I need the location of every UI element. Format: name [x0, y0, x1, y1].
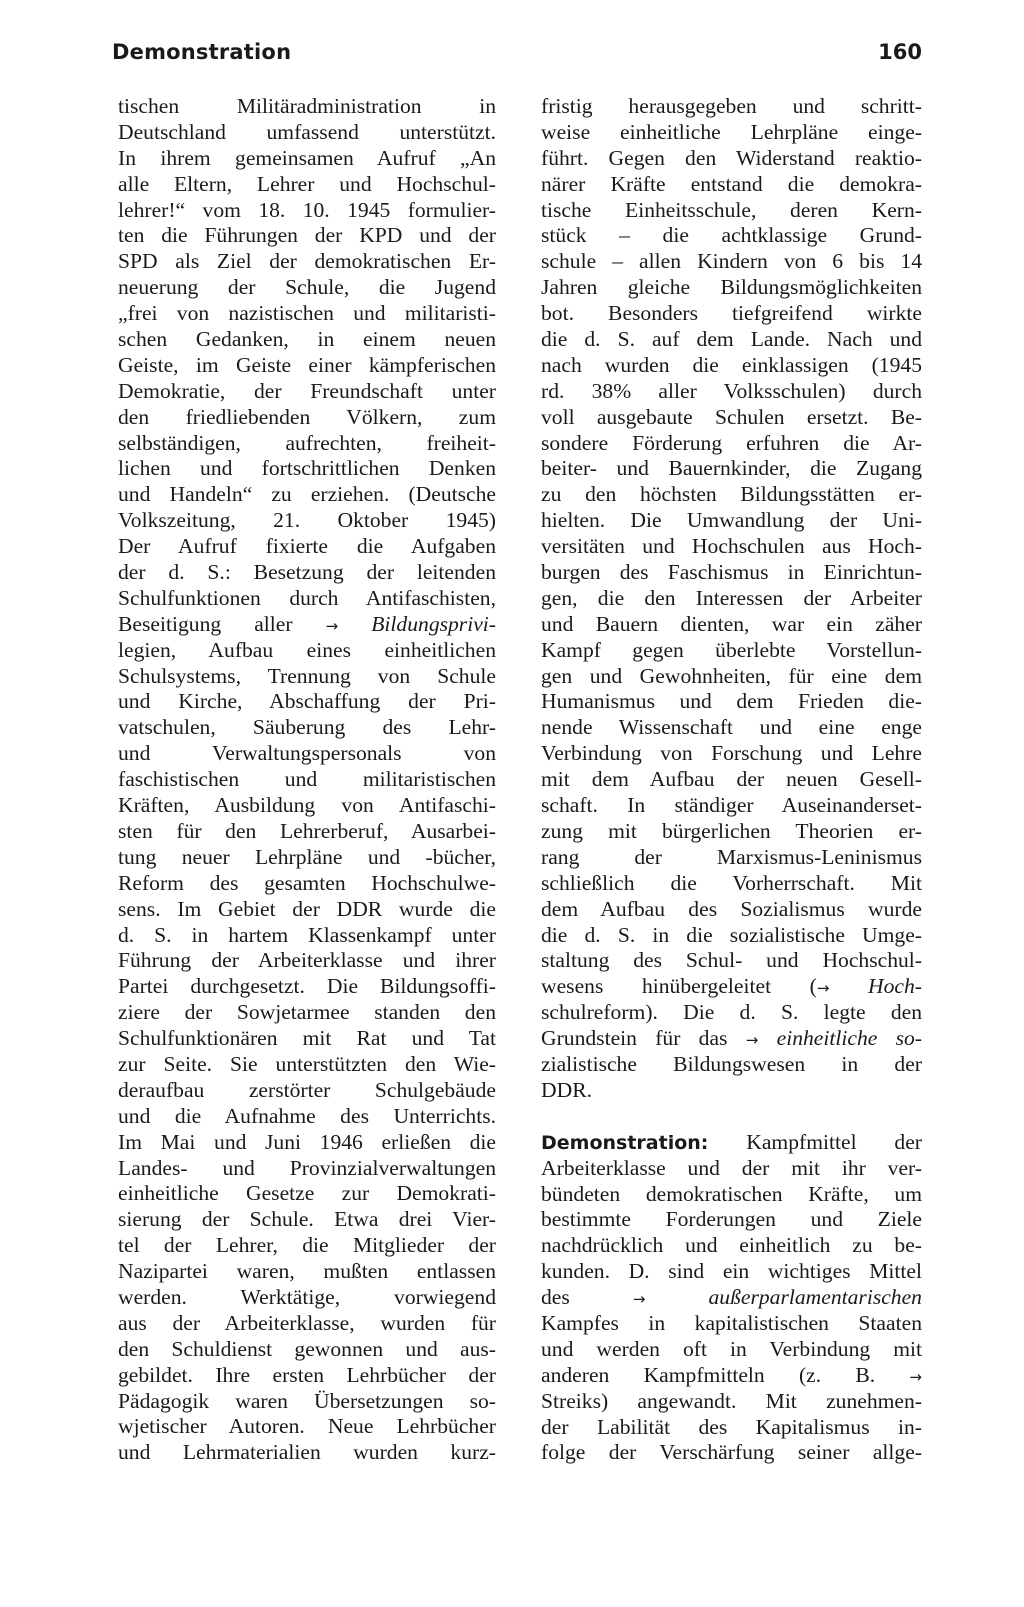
- text-line: In ihrem gemeinsamen Aufruf „An: [118, 145, 496, 170]
- text-line: ziere der Sowjetarmee standen den: [118, 1000, 496, 1025]
- text-line: deraufbau zerstörter Schulgebäude: [118, 1077, 496, 1102]
- text-line: staltung des Schul- und Hochschul-: [541, 948, 922, 973]
- text-line: nachdrücklich und einheitlich zu be-: [541, 1233, 922, 1258]
- text-line: zung mit bürgerlichen Theorien er-: [541, 818, 922, 843]
- text-line-with-reference: [541, 1026, 922, 1052]
- text-line-with-reference: [541, 1363, 922, 1389]
- text-line: faschistischen und militaristischen: [118, 767, 496, 792]
- text-line: lichen und fortschrittlichen Denken: [118, 456, 496, 481]
- text-line: bestimmte Forderungen und Ziele: [541, 1207, 922, 1232]
- text-line: schule – allen Kindern von 6 bis 14: [541, 249, 922, 274]
- cross-reference-link[interactable]: Hoch-: [868, 974, 922, 999]
- text-line: Volkszeitung, 21. Oktober 1945): [118, 508, 496, 533]
- text-line: vatschulen, Säuberung des Lehr-: [118, 715, 496, 740]
- text-line: Kampf gegen überlebte Vorstellun-: [541, 637, 922, 662]
- text-line: Schulfunktionen durch Antifaschisten,: [118, 585, 496, 610]
- text-line: selbständigen, aufrechten, freiheit-: [118, 430, 496, 455]
- text-line: sondere Förderung erfuhren die Ar-: [541, 430, 922, 455]
- text-line: „frei von nazistischen und militaristi-: [118, 301, 496, 326]
- text-line: versitäten und Hochschulen aus Hoch-: [541, 534, 922, 559]
- text-line: DDR.: [541, 1077, 592, 1102]
- text-line: folge der Verschärfung seiner allge-: [541, 1440, 922, 1465]
- text-line: nende Wissenschaft und eine enge: [541, 715, 922, 740]
- text-line: mit dem Aufbau der neuen Gesell-: [541, 767, 922, 792]
- text-line: aus der Arbeiterklasse, wurden für: [118, 1310, 496, 1335]
- text-line: SPD als Ziel der demokratischen Er-: [118, 249, 496, 274]
- text-segment: Kampfmittel der: [746, 1129, 922, 1154]
- text-line: und Handeln“ zu erziehen. (Deutsche: [118, 482, 496, 507]
- text-line: Kampfes in kapitalistischen Staaten: [541, 1310, 922, 1335]
- text-line: Demokratie, der Freundschaft unter: [118, 378, 496, 403]
- cross-reference-link[interactable]: außerparlamentarischen: [708, 1285, 922, 1310]
- text-line: sens. Im Gebiet der DDR wurde die: [118, 896, 496, 921]
- text-line: gebildet. Ihre ersten Lehrbücher der: [118, 1362, 496, 1387]
- text-line: wjetischer Autoren. Neue Lehrbücher: [118, 1414, 496, 1439]
- text-line: werden. Werktätige, vorwiegend: [118, 1284, 496, 1309]
- arrow-right-icon: →: [745, 1031, 759, 1050]
- text-line: zur Seite. Sie unterstützten den Wie-: [118, 1051, 496, 1076]
- text-line: ten die Führungen der KPD und der: [118, 223, 496, 248]
- text-line: närer Kräfte entstand die demokra-: [541, 171, 922, 196]
- text-line: bündeten demokratischen Kräfte, um: [541, 1181, 922, 1206]
- left-column: [118, 94, 496, 1466]
- text-line: gen und Gewohnheiten, für eine dem: [541, 663, 922, 688]
- arrow-right-icon: →: [909, 1367, 922, 1386]
- text-line: rd. 38% aller Volksschulen) durch: [541, 378, 922, 403]
- text-line: der Labilität des Kapitalismus in-: [541, 1414, 922, 1439]
- cross-reference-link[interactable]: einheitliche so-: [776, 1026, 922, 1051]
- text-line: Reform des gesamten Hochschulwe-: [118, 870, 496, 895]
- text-line: der d. S.: Besetzung der leitenden: [118, 560, 496, 585]
- text-line: d. S. in hartem Klassenkampf unter: [118, 922, 496, 947]
- text-line: Deutschland umfassend unterstützt.: [118, 119, 496, 144]
- entry-spacer: [541, 1104, 922, 1130]
- text-segment: Beseitigung aller: [118, 611, 293, 636]
- text-line-with-reference: [541, 974, 922, 1000]
- text-line: und Bauern dienten, war ein zäher: [541, 611, 922, 636]
- page-header: [112, 40, 922, 80]
- text-line: Pädagogik waren Übersetzungen so-: [118, 1388, 496, 1413]
- text-line: den Schuldienst gewonnen und aus-: [118, 1336, 496, 1361]
- text-line: Verbindung von Forschung und Lehre: [541, 741, 922, 766]
- text-line: tischen Militäradministration in: [118, 94, 496, 118]
- arrow-right-icon: →: [816, 979, 830, 998]
- text-line: Geiste, im Geiste einer kämpferischen: [118, 352, 496, 377]
- text-line: gen, die den Interessen der Arbeiter: [541, 585, 922, 610]
- text-segment: wesens hinübergeleitet (: [541, 974, 817, 999]
- arrow-right-icon: →: [632, 1290, 646, 1309]
- text-line: Streiks) angewandt. Mit zunehmen-: [541, 1388, 922, 1413]
- text-line: nach wurden die einklassigen (1945: [541, 352, 922, 377]
- right-column: [541, 94, 922, 1466]
- text-line: tel der Lehrer, die Mitglieder der: [118, 1233, 496, 1258]
- text-line: den friedliebenden Völkern, zum: [118, 404, 496, 429]
- text-line: voll ausgebaute Schulen ersetzt. Be-: [541, 404, 922, 429]
- entry-headword: Demonstration:: [541, 1131, 709, 1154]
- text-line: Jahren gleiche Bildungsmöglichkeiten: [541, 275, 922, 300]
- text-line: Führung der Arbeiterklasse und ihrer: [118, 948, 496, 973]
- text-line: fristig herausgegeben und schritt-: [541, 94, 922, 118]
- text-line: Schulsystems, Trennung von Schule: [118, 663, 496, 688]
- text-line: schen Gedanken, in einem neuen: [118, 327, 496, 352]
- text-line: bot. Besonders tiefgreifend wirkte: [541, 301, 922, 326]
- text-line: Humanismus und dem Frieden die-: [541, 689, 922, 714]
- text-line: führt. Gegen den Widerstand reaktio-: [541, 145, 922, 170]
- text-line: Nazipartei waren, mußten entlassen: [118, 1259, 496, 1284]
- text-line: und Lehrmaterialien wurden kurz-: [118, 1440, 496, 1465]
- text-line: Partei durchgesetzt. Die Bildungsoffi-: [118, 974, 496, 999]
- text-line: Kräften, Ausbildung von Antifaschi-: [118, 793, 496, 818]
- text-line: hielten. Die Umwandlung der Uni-: [541, 508, 922, 533]
- text-line: stück – die achtklassige Grund-: [541, 223, 922, 248]
- text-line: lehrer!“ vom 18. 10. 1945 formulier-: [118, 197, 496, 222]
- text-line: kunden. D. sind ein wichtiges Mittel: [541, 1259, 922, 1284]
- text-line: schaft. In ständiger Auseinanderset-: [541, 793, 922, 818]
- text-line: alle Eltern, Lehrer und Hochschul-: [118, 171, 496, 196]
- text-line: die d. S. auf dem Lande. Nach und: [541, 327, 922, 352]
- page-number: 160: [878, 40, 922, 64]
- text-line: [118, 638, 496, 664]
- text-line: und die Aufnahme des Unterrichts.: [118, 1103, 496, 1128]
- text-line: Arbeiterklasse und der mit ihr ver-: [541, 1155, 922, 1180]
- text-line: weise einheitliche Lehrpläne einge-: [541, 119, 922, 144]
- text-line: beiter- und Bauernkinder, die Zugang: [541, 456, 922, 481]
- text-line: schließlich die Vorherrschaft. Mit: [541, 870, 922, 895]
- text-line: Im Mai und Juni 1946 erließen die: [118, 1129, 496, 1154]
- text-segment: legien, Aufbau eines einheitlichen: [118, 637, 496, 662]
- text-line: sten für den Lehrerberuf, Ausarbei-: [118, 818, 496, 843]
- running-head: Demonstration: [112, 40, 292, 64]
- text-line: zu den höchsten Bildungsstätten er-: [541, 482, 922, 507]
- text-segment: anderen Kampfmitteln (z. B.: [541, 1362, 876, 1387]
- text-line: und Verwaltungspersonals von: [118, 741, 496, 766]
- entry-first-line: [541, 1130, 922, 1156]
- text-line: schulreform). Die d. S. legte den: [541, 1000, 922, 1025]
- cross-reference-link[interactable]: Bildungsprivi-: [371, 611, 496, 636]
- text-line: rang der Marxismus-Leninismus: [541, 844, 922, 869]
- text-line: Der Aufruf fixierte die Aufgaben: [118, 534, 496, 559]
- text-line: Schulfunktionären mit Rat und Tat: [118, 1026, 496, 1051]
- text-segment: Grundstein für das: [541, 1026, 728, 1051]
- text-line: einheitliche Gesetze zur Demokrati-: [118, 1181, 496, 1206]
- text-line: Landes- und Provinzialverwaltungen: [118, 1155, 496, 1180]
- text-line: und Kirche, Abschaffung der Pri-: [118, 689, 496, 714]
- text-line: die d. S. in die sozialistische Umge-: [541, 922, 922, 947]
- text-line: neuerung der Schule, die Jugend: [118, 275, 496, 300]
- arrow-right-icon: →: [325, 616, 339, 635]
- text-line: und werden oft in Verbindung mit: [541, 1336, 922, 1361]
- text-line: tung neuer Lehrpläne und -bücher,: [118, 844, 496, 869]
- text-line-with-reference: [118, 612, 496, 638]
- text-line: zialistische Bildungswesen in der: [541, 1051, 922, 1076]
- text-line-with-reference: [541, 1285, 922, 1311]
- text-line: burgen des Faschismus in Einrichtun-: [541, 560, 922, 585]
- text-line: sierung der Schule. Etwa drei Vier-: [118, 1207, 496, 1232]
- text-line: dem Aufbau des Sozialismus wurde: [541, 896, 922, 921]
- text-line: tische Einheitsschule, deren Kern-: [541, 197, 922, 222]
- text-segment: des: [541, 1285, 570, 1310]
